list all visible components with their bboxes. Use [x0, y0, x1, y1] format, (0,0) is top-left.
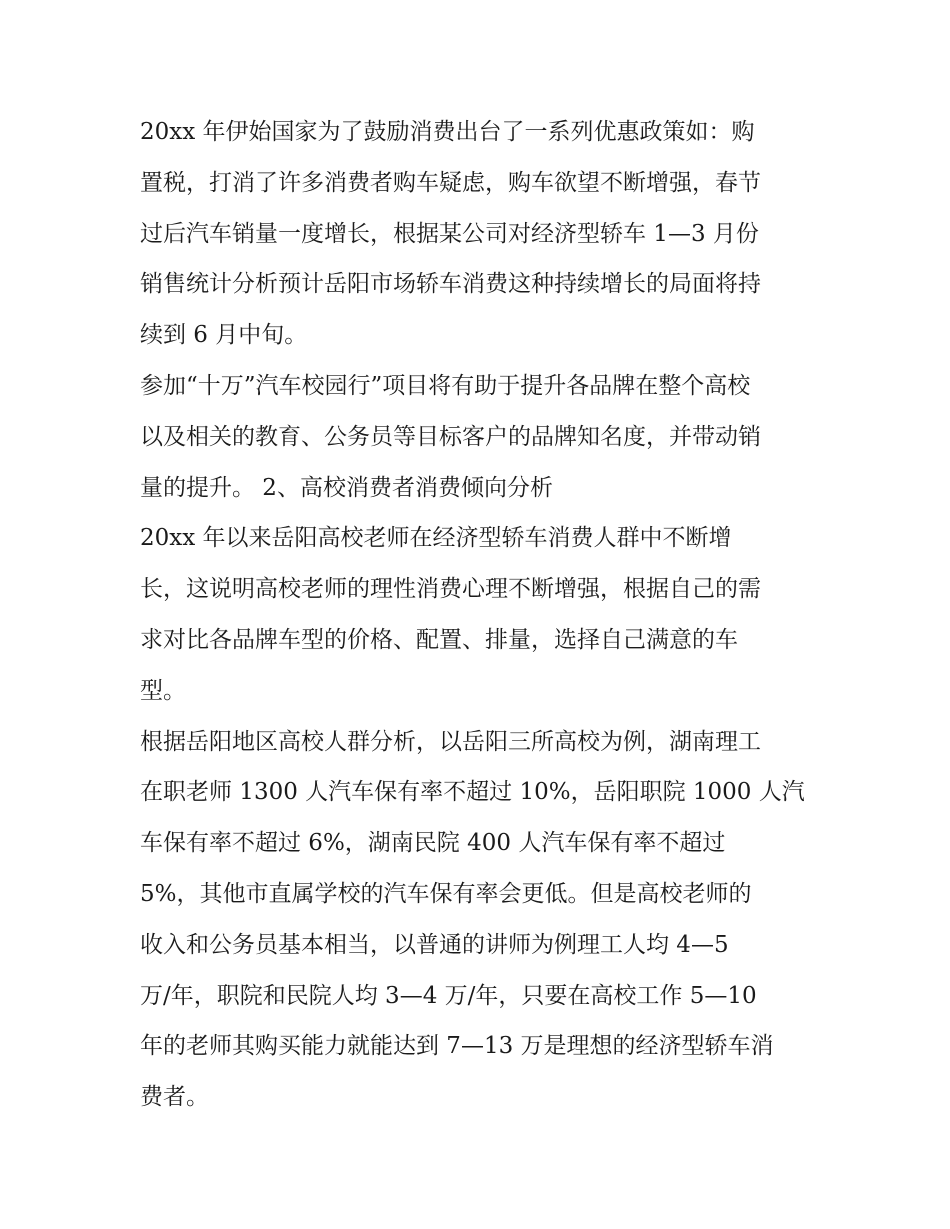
- text-line: 20xx 年以来岳阳高校老师在经济型轿车消费人群中不断增: [140, 525, 732, 552]
- text-line: 以及相关的教育、公务员等目标客户的品牌知名度，并带动销: [140, 423, 761, 450]
- text-line: 置税，打消了许多消费者购车疑虑，购车欲望不断增强，春节: [140, 169, 761, 196]
- text-line: 5%，其他市直属学校的汽车保有率会更低。但是高校老师的: [140, 880, 752, 907]
- text-line: 万/年，职院和民院人均 3—4 万/年，只要在高校工作 5—10: [140, 982, 757, 1009]
- text-line: 量的提升。 2、高校消费者消费倾向分析: [140, 474, 553, 501]
- text-line: 参加“十万”汽车校园行”项目将有助于提升各品牌在整个高校: [140, 372, 751, 399]
- text-line: 在职老师 1300 人汽车保有率不超过 10%，岳阳职院 1000 人汽: [140, 779, 805, 806]
- text-line: 型。: [140, 677, 186, 704]
- text-line: 续到 6 月中旬。: [140, 322, 308, 349]
- text-line: 求对比各品牌车型的价格、配置、排量，选择自己满意的车: [140, 626, 738, 653]
- text-line: 长，这说明高校老师的理性消费心理不断增强，根据自己的需: [140, 576, 761, 603]
- text-line: 根据岳阳地区高校人群分析，以岳阳三所高校为例，湖南理工: [140, 728, 761, 755]
- text-line: 过后汽车销量一度增长，根据某公司对经济型轿车 1—3 月份: [140, 220, 759, 247]
- text-line: 车保有率不超过 6%，湖南民院 400 人汽车保有率不超过: [140, 830, 726, 857]
- text-line: 20xx 年伊始国家为了鼓励消费出台了一系列优惠政策如：购: [140, 119, 755, 145]
- text-line: 销售统计分析预计岳阳市场轿车消费这种持续增长的局面将持: [140, 271, 761, 298]
- text-line: 收入和公务员基本相当，以普通的讲师为例理工人均 4—5: [140, 931, 729, 958]
- body-text: [140, 107, 820, 1123]
- text-line: 年的老师其购买能力就能达到 7—13 万是理想的经济型轿车消: [140, 1033, 774, 1060]
- text-line: 费者。: [140, 1084, 209, 1111]
